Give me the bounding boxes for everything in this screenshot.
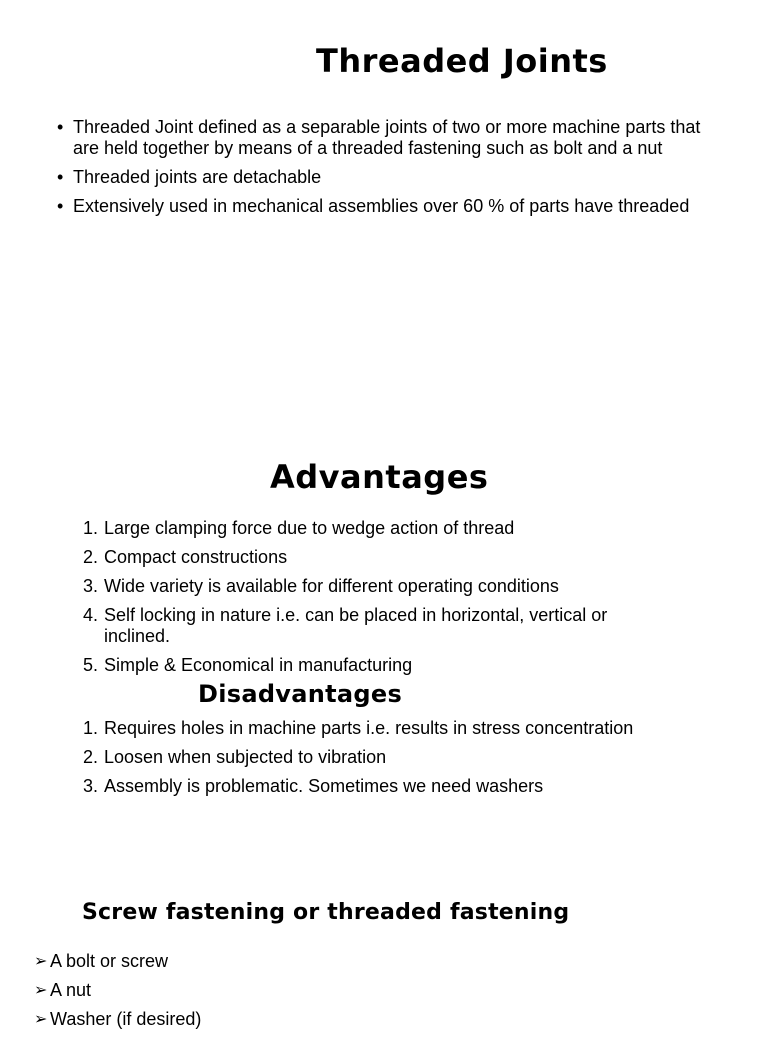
intro-bullet-list	[57, 117, 723, 225]
item-number: 3.	[82, 776, 98, 796]
list-item-text: Assembly is problematic. Sometimes we need washers	[104, 776, 544, 796]
advantages-list	[82, 518, 644, 684]
disadvantages-list	[82, 718, 644, 805]
item-number: 3.	[82, 576, 98, 596]
list-item	[82, 547, 644, 568]
list-item	[34, 980, 650, 1001]
bullet-marker: •	[57, 117, 64, 137]
list-item-text: Requires holes in machine parts i.e. results in stress concentration	[104, 718, 634, 738]
list-item-text: Self locking in nature i.e. can be placed in horizontal, vertical or inclined.	[104, 605, 608, 646]
bullet-marker: •	[57, 196, 64, 216]
disadvantages-heading: Disadvantages	[198, 680, 403, 708]
item-number: 2.	[82, 547, 98, 567]
arrow-bullet-icon: ➢	[34, 953, 48, 970]
list-item-text: Simple & Economical in manufacturing	[104, 655, 413, 675]
list-item-text: Threaded joints are detachable	[73, 167, 322, 187]
page-title: Threaded Joints	[316, 42, 608, 80]
list-item-text: Wide variety is available for different operating conditions	[104, 576, 559, 596]
list-item	[34, 1009, 650, 1030]
list-item	[57, 117, 723, 159]
item-number: 4.	[82, 605, 98, 625]
list-item-text: A bolt or screw	[50, 951, 169, 971]
item-number: 1.	[82, 718, 98, 738]
arrow-bullet-icon: ➢	[34, 1011, 48, 1028]
list-item-text: Washer (if desired)	[50, 1009, 202, 1029]
fastening-heading: Screw fastening or threaded fastening	[82, 900, 570, 925]
list-item	[82, 576, 644, 597]
list-item	[82, 655, 644, 676]
list-item	[82, 518, 644, 539]
fastening-components-list	[34, 951, 650, 1038]
list-item-text: Compact constructions	[104, 547, 288, 567]
list-item	[82, 718, 644, 739]
item-number: 5.	[82, 655, 98, 675]
list-item	[82, 776, 644, 797]
list-item	[82, 605, 644, 647]
list-item-text: Extensively used in mechanical assemblies over 60 % of parts have threaded	[73, 196, 690, 216]
list-item	[34, 951, 650, 972]
item-number: 2.	[82, 747, 98, 767]
list-item	[82, 747, 644, 768]
list-item-text: A nut	[50, 980, 92, 1000]
bullet-marker: •	[57, 167, 64, 187]
arrow-bullet-icon: ➢	[34, 982, 48, 999]
list-item-text: Large clamping force due to wedge action of thread	[104, 518, 515, 538]
list-item	[57, 167, 723, 188]
item-number: 1.	[82, 518, 98, 538]
list-item-text: Threaded Joint defined as a separable joints of two or more machine parts that are held together by means of a threaded fastening such as bolt and a nut	[73, 117, 701, 158]
list-item-text: Loosen when subjected to vibration	[104, 747, 387, 767]
list-item	[57, 196, 723, 217]
advantages-heading: Advantages	[270, 458, 489, 496]
